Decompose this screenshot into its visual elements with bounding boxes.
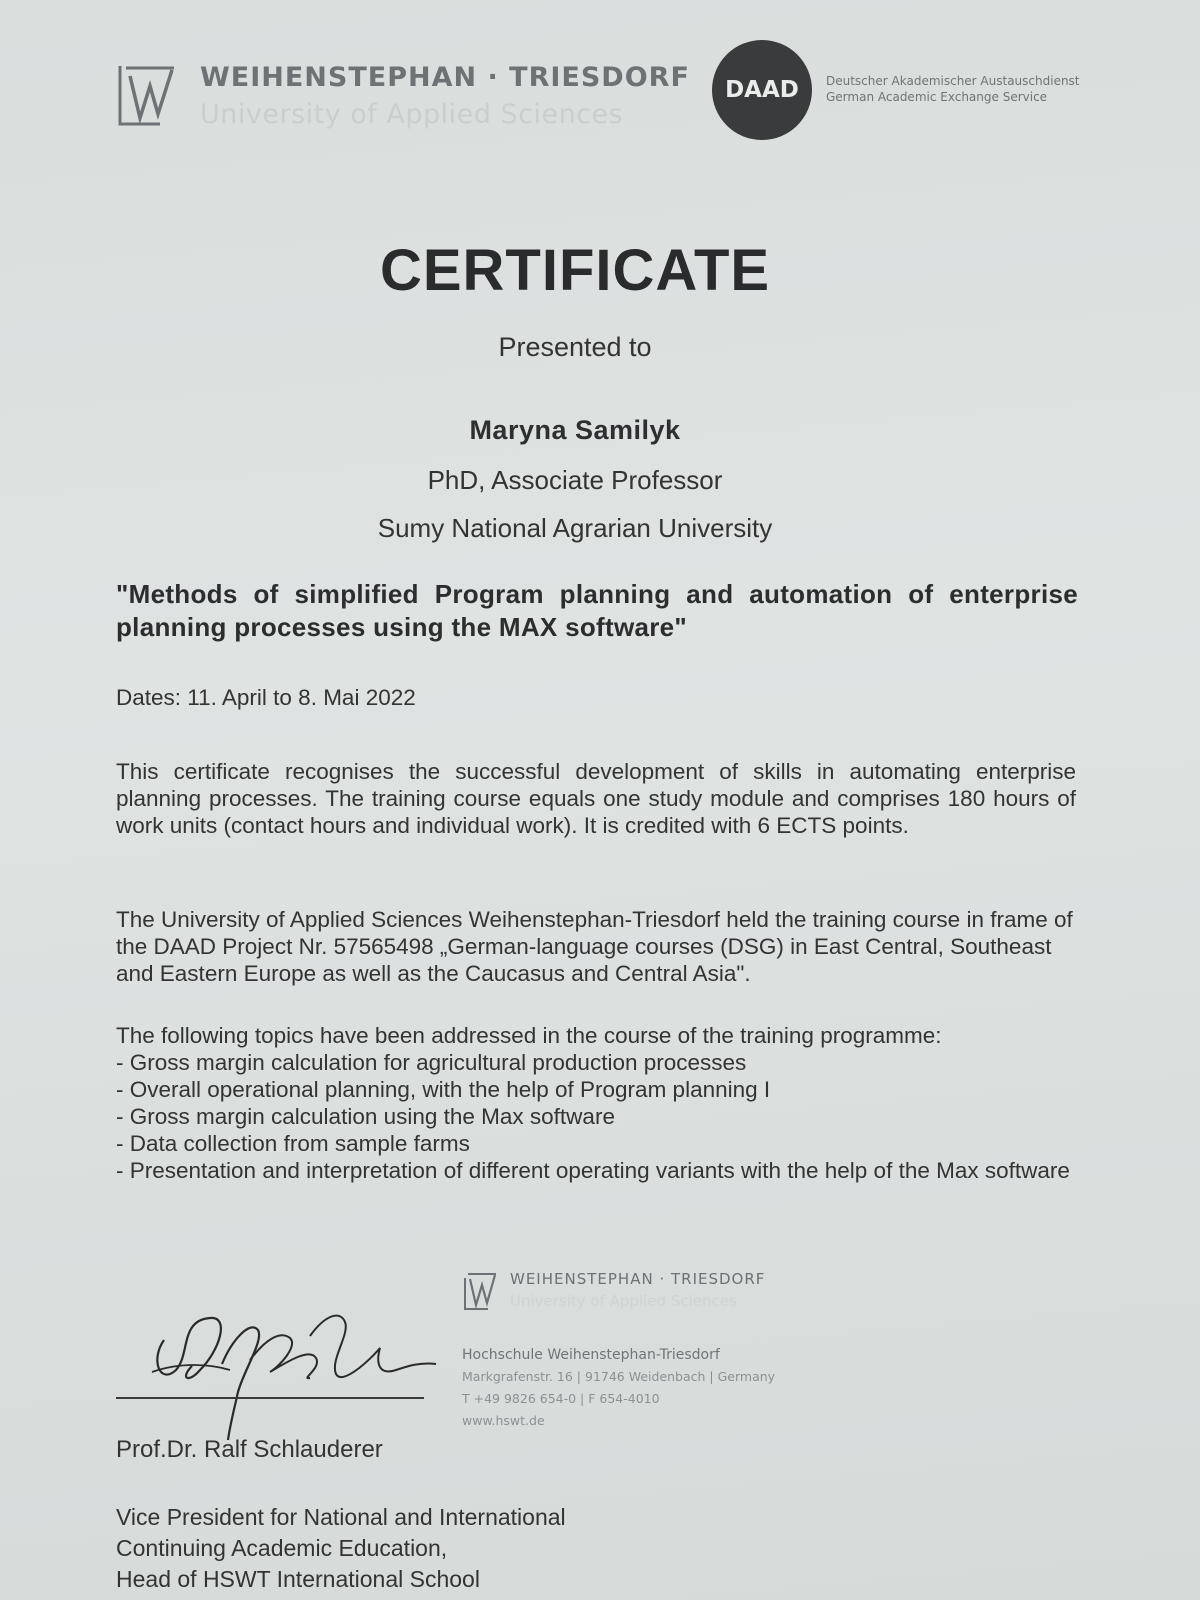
stamp-line-2: Markgrafenstr. 16 | 91746 Weidenbach | Germany	[462, 1369, 776, 1384]
list-item: - Gross margin calculation for agricultural production processes	[116, 1050, 747, 1075]
hswt-logo-mark-icon	[116, 62, 178, 128]
stamp-line-4: www.hswt.de	[462, 1413, 545, 1428]
presented-to: Presented to	[498, 332, 652, 362]
signer-name: Prof.Dr. Ralf Schlauderer	[116, 1436, 383, 1463]
signer-title	[116, 1502, 566, 1595]
stamp-subtitle: University of Applied Sciences	[510, 1292, 737, 1310]
list-item: - Data collection from sample farms	[116, 1131, 470, 1156]
list-item: - Overall operational planning, with the help of Program planning I	[116, 1077, 771, 1102]
recipient-university: Sumy National Agrarian University	[377, 513, 773, 543]
course-dates: Dates: 11. April to 8. Mai 2022	[116, 685, 416, 710]
daad-circle: DAAD	[712, 40, 812, 140]
stamp-line-3: T +49 9826 654-0 | F 654-4010	[462, 1391, 660, 1406]
institution-stamp	[462, 1270, 822, 1432]
list-item: - Gross margin calculation using the Max software	[116, 1104, 615, 1129]
daad-line2: German Academic Exchange Service	[826, 90, 1048, 104]
recipient-name: Maryna Samilyk	[469, 415, 681, 445]
signature-line	[116, 1397, 424, 1399]
recipient-degree: PhD, Associate Professor	[427, 465, 723, 495]
hswt-stamp-mark-icon	[462, 1270, 498, 1312]
certificate-paragraph-2: The University of Applied Sciences Weihenstephan-Triesdorf held the training course in frame of the DAAD Project Nr. 57565498 „German-language courses (DSG) in East Central, Southeast and Eastern Europe as well as the Caucasus and Central Asia".	[116, 907, 1073, 986]
handwritten-signature	[140, 1300, 450, 1450]
signer-title-line-1: Vice President for National and International	[116, 1504, 566, 1530]
hswt-name: WEIHENSTEPHAN · TRIESDORF	[200, 62, 690, 93]
topics-list	[116, 1049, 1076, 1184]
daad-line1: Deutscher Akademischer Austauschdienst	[826, 74, 1080, 89]
topics-section	[116, 1022, 1076, 1184]
stamp-name: WEIHENSTEPHAN · TRIESDORF	[510, 1270, 766, 1288]
signer-title-line-3: Head of HSWT International School	[116, 1566, 480, 1592]
certificate-paragraph-1: This certificate recognises the successful development of skills in automating enterprise planning processes. The training course equals one study module and comprises 180 hours of work units (contact hours and individual work). It is credited with 6 ECTS points.	[116, 759, 1076, 838]
certificate-title: CERTIFICATE	[379, 238, 771, 303]
daad-logo	[712, 40, 1080, 140]
list-item: - Presentation and interpretation of different operating variants with the help of the Max software	[116, 1158, 1070, 1183]
course-title: "Methods of simplified Program planning and automation of enterprise planning processes using the MAX software"	[116, 579, 1078, 642]
topics-intro: The following topics have been addressed in the course of the training programme:	[116, 1023, 942, 1048]
stamp-line-1: Hochschule Weihenstephan-Triesdorf	[462, 1347, 720, 1363]
hswt-logo	[116, 62, 690, 130]
signer-title-line-2: Continuing Academic Education,	[116, 1535, 448, 1561]
hswt-subtitle: University of Applied Sciences	[200, 99, 624, 130]
